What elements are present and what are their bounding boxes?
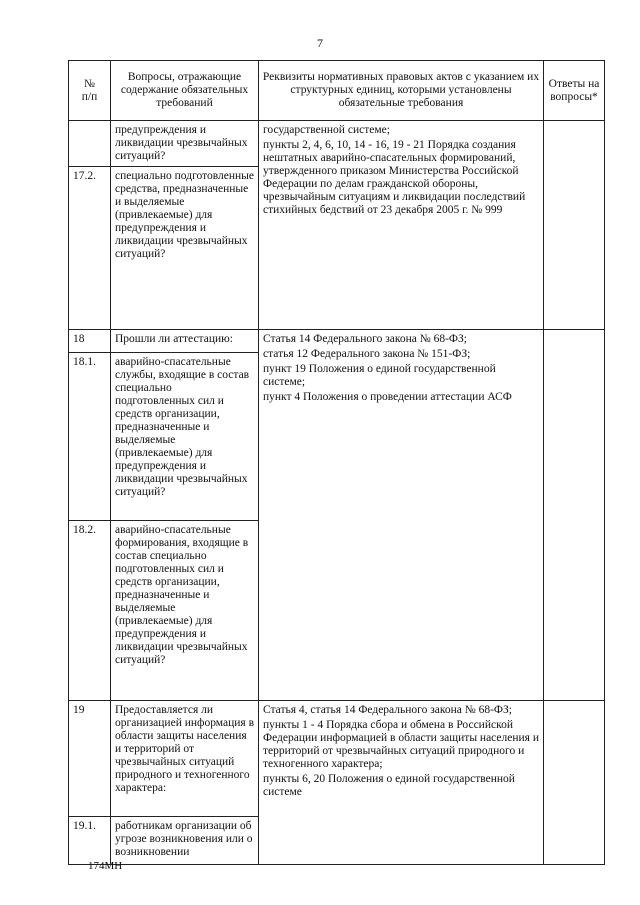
- row-references: [259, 701, 544, 865]
- row-question: Прошли ли аттестацию:: [111, 330, 259, 353]
- header-answers: Ответы на вопросы*: [544, 61, 605, 121]
- reference-line: пункты 6, 20 Положения о единой государственной системе: [263, 773, 515, 798]
- row-num: 19: [69, 701, 111, 817]
- header-requisites: Реквизиты нормативных правовых актов с указанием их структурных единиц, которыми установлены обязательные требования: [259, 61, 544, 121]
- table-row: [69, 330, 605, 353]
- answer-cell[interactable]: [544, 701, 605, 865]
- header-num: № п/п: [69, 61, 111, 121]
- row-question: специально подготовленные средства, предназначенные и выделяемые (привлекаемые) для предупреждения и ликвидации чрезвычайных ситуаций?: [111, 167, 259, 330]
- reference-line: пункты 1 - 4 Порядка сбора и обмена в Российской Федерации информацией в области защиты населения и территорий от чрезвычайных ситуаций природного и техногенного характера;: [263, 719, 539, 770]
- reference-line: Статья 4, статья 14 Федерального закона № 68-ФЗ;: [263, 704, 512, 716]
- row-question: работникам организации об угрозе возникновения или о возникновении: [111, 817, 259, 865]
- table-header-row: [69, 61, 605, 121]
- answer-cell[interactable]: [544, 330, 605, 701]
- header-question: Вопросы, отражающие содержание обязательных требований: [111, 61, 259, 121]
- reference-line: статья 12 Федерального закона № 151-ФЗ;: [263, 348, 471, 360]
- row-num: 18.1.: [69, 353, 111, 521]
- row-question: аварийно-спасательные формирования, входящие в состав специально подготовленных сил и средств организации, предназначенные и выделяемые (привлекаемые) для предупреждения и ликвидации чрезвычайных ситуаций?: [111, 521, 259, 701]
- row-references: [259, 330, 544, 701]
- row-references: [259, 121, 544, 330]
- reference-line: государственной системе;: [263, 124, 390, 136]
- page-number: 7: [317, 36, 323, 50]
- row-num: 18: [69, 330, 111, 353]
- row-question: предупреждения и ликвидации чрезвычайных ситуаций?: [111, 121, 259, 167]
- requirements-table: [68, 60, 605, 865]
- answer-cell[interactable]: [544, 121, 605, 330]
- row-num: [69, 121, 111, 167]
- row-question: Предоставляется ли организацией информация в области защиты населения и территорий от чрезвычайных ситуаций природного и техногенного характера:: [111, 701, 259, 817]
- row-question: аварийно-спасательные службы, входящие в состав специально подготовленных сил и средств организации, предназначенные и выделяемые (привлекаемые) для предупреждения и ликвидации чрезвычайных ситуаций?: [111, 353, 259, 521]
- row-num: 17.2.: [69, 167, 111, 330]
- table-row: [69, 701, 605, 817]
- reference-line: пункты 2, 4, 6, 10, 14 - 16, 19 - 21 Порядка создания нештатных аварийно-спасательных формирований, утвержденного приказом Министерства Российской Федерации по делам гражданской обороны, чрезвычайным ситуациям и ликвидации последствий стихийных бедствий от 23 декабря 2005 г. № 999: [263, 139, 526, 216]
- reference-line: пункт 4 Положения о проведении аттестации АСФ: [263, 391, 512, 403]
- table-row: [69, 121, 605, 167]
- document-code: 174МН: [88, 860, 123, 872]
- row-num: 18.2.: [69, 521, 111, 701]
- row-num: 19.1.: [69, 817, 111, 865]
- reference-line: пункт 19 Положения о единой государственной системе;: [263, 363, 496, 388]
- reference-line: Статья 14 Федерального закона № 68-ФЗ;: [263, 333, 467, 345]
